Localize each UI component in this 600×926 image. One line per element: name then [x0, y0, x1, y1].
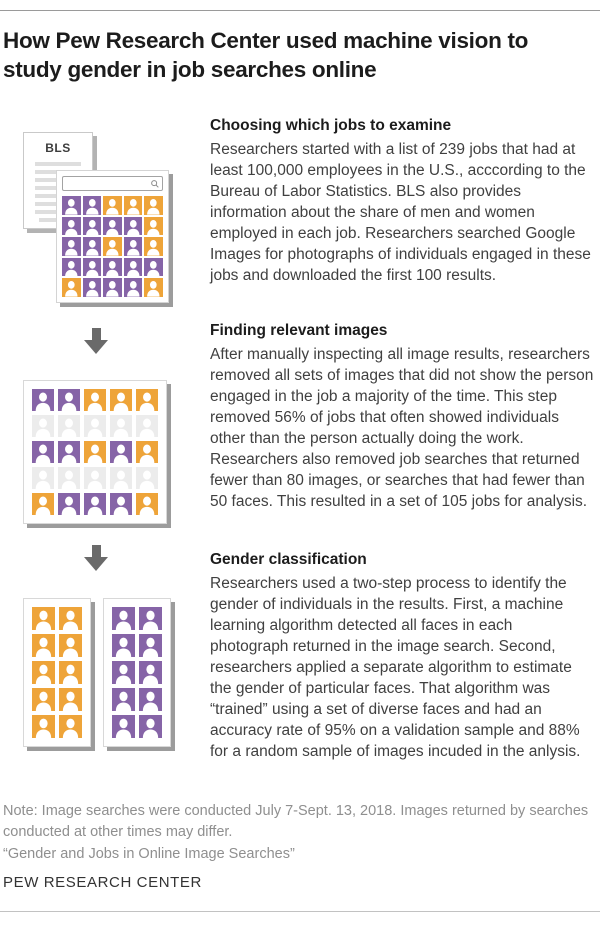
person-icon	[32, 607, 55, 630]
section-body-gender-classification: Researchers used a two-step process to identify the gender of individuals in the results. First, a machine learning algorithm detected all faces in each photograph returned in the image search. Second, researchers applied a separate algorithm to estimate the gender of particular faces. That algorithm was “trained” using a set of diverse faces and had an accuracy rate of 95% on a validation sample and 88% for a random sample of images incuded in the anlysis.	[210, 575, 581, 760]
person-icon	[58, 441, 80, 463]
person-icon	[112, 715, 135, 738]
source-line: “Gender and Jobs in Online Image Searches”	[3, 846, 295, 862]
person-icon	[62, 237, 81, 256]
person-icon	[84, 441, 106, 463]
person-icon	[144, 278, 163, 297]
section-body-choosing-jobs: Researchers started with a list of 239 jobs that had at least 100,000 employees in the U.S., acccording to the Bureau of Labor Statistics. BLS also provides information about the share of men and women employed in each job. Researchers searched Google Images for photographs of individuals engaged in these jobs and downloaded the first 100 results.	[210, 141, 591, 284]
person-icon	[136, 441, 158, 463]
footnote: Note: Image searches were conducted July 7-Sept. 13, 2018. Images returned by searches conducted at other times may differ.	[3, 803, 589, 840]
person-icon	[84, 415, 106, 437]
person-icon	[139, 661, 162, 684]
person-icon	[124, 278, 143, 297]
person-icon	[32, 715, 55, 738]
section-heading-finding-images: Finding relevant images	[210, 322, 388, 339]
person-icon	[62, 278, 81, 297]
person-icon	[62, 217, 81, 236]
person-icon	[83, 278, 102, 297]
classified-grid-group-a	[32, 607, 82, 738]
person-icon	[124, 237, 143, 256]
person-icon	[32, 415, 54, 437]
section-body-finding-images: After manually inspecting all image results, researchers removed all sets of images that did not show the person engaged in the job a majority of the time. This step removed 56% of jobs that often showed individuals other than the person actually doing the work. Researchers also removed job searches that returned fewer than 80 images, or searches that had fewer than 50 faces. This resulted in a set of 105 jobs for analysis.	[210, 346, 594, 510]
person-icon	[58, 467, 80, 489]
bls-document-label: BLS	[45, 141, 71, 155]
section-heading-choosing-jobs: Choosing which jobs to examine	[210, 117, 452, 134]
top-divider	[0, 10, 600, 11]
person-icon	[103, 278, 122, 297]
person-icon	[62, 258, 81, 277]
bottom-divider	[0, 911, 600, 912]
person-icon	[32, 389, 54, 411]
person-icon	[32, 441, 54, 463]
person-icon	[112, 688, 135, 711]
person-icon	[83, 237, 102, 256]
person-icon	[144, 217, 163, 236]
person-icon	[139, 634, 162, 657]
person-icon	[59, 634, 82, 657]
person-icon	[83, 196, 102, 215]
person-icon	[124, 217, 143, 236]
person-icon	[124, 196, 143, 215]
classified-card-group-a	[23, 598, 91, 747]
person-icon	[112, 607, 135, 630]
person-icon	[32, 661, 55, 684]
person-icon	[112, 634, 135, 657]
arrow-stem	[92, 328, 101, 340]
section-heading-gender-classification: Gender classification	[210, 551, 367, 568]
classified-card-group-b	[103, 598, 171, 747]
image-search-results-card	[56, 170, 169, 303]
person-icon	[136, 467, 158, 489]
person-icon	[144, 258, 163, 277]
person-icon	[139, 715, 162, 738]
filtered-images-grid	[32, 389, 158, 515]
person-icon	[59, 661, 82, 684]
person-icon	[139, 688, 162, 711]
person-icon	[59, 688, 82, 711]
person-icon	[103, 217, 122, 236]
person-icon	[136, 493, 158, 515]
document-line	[35, 162, 81, 166]
person-icon	[84, 389, 106, 411]
filtered-images-card	[23, 380, 167, 524]
person-icon	[58, 415, 80, 437]
down-arrow-icon	[84, 545, 108, 571]
person-icon	[103, 258, 122, 277]
person-icon	[32, 688, 55, 711]
person-icon	[83, 258, 102, 277]
person-icon	[124, 258, 143, 277]
arrow-head	[84, 340, 108, 354]
person-icon	[110, 467, 132, 489]
search-results-grid	[62, 196, 163, 297]
arrow-stem	[92, 545, 101, 557]
person-icon	[144, 196, 163, 215]
person-icon	[144, 237, 163, 256]
person-icon	[110, 389, 132, 411]
person-icon	[58, 389, 80, 411]
person-icon	[110, 441, 132, 463]
person-icon	[83, 217, 102, 236]
classified-grid-group-b	[112, 607, 162, 738]
person-icon	[32, 493, 54, 515]
arrow-head	[84, 557, 108, 571]
page-title: How Pew Research Center used machine vision to study gender in job searches online	[3, 28, 529, 82]
person-icon	[58, 493, 80, 515]
brand-line: PEW RESEARCH CENTER	[3, 874, 202, 891]
person-icon	[136, 415, 158, 437]
person-icon	[62, 196, 81, 215]
person-icon	[59, 607, 82, 630]
person-icon	[103, 196, 122, 215]
person-icon	[32, 634, 55, 657]
person-icon	[103, 237, 122, 256]
person-icon	[32, 467, 54, 489]
person-icon	[59, 715, 82, 738]
person-icon	[139, 607, 162, 630]
search-icon	[150, 179, 160, 189]
person-icon	[110, 493, 132, 515]
person-icon	[112, 661, 135, 684]
person-icon	[84, 467, 106, 489]
search-bar	[62, 176, 163, 191]
person-icon	[84, 493, 106, 515]
person-icon	[136, 389, 158, 411]
person-icon	[110, 415, 132, 437]
down-arrow-icon	[84, 328, 108, 354]
